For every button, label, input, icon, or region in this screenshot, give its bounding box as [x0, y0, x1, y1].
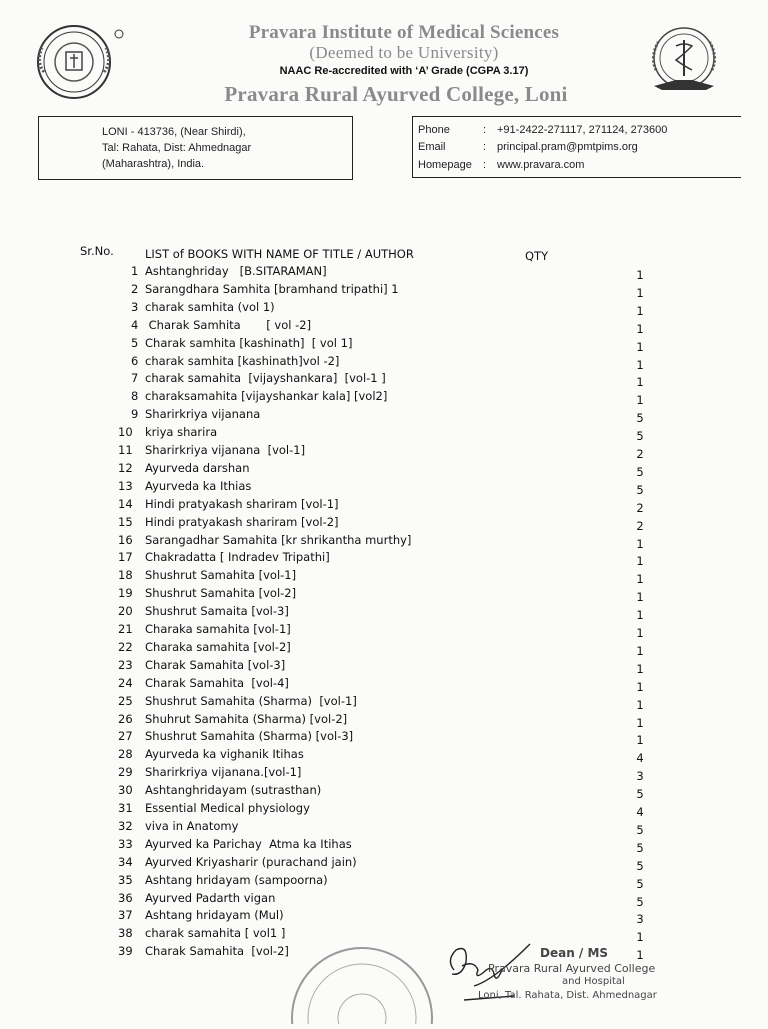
book-title: Ashtanghridayam (sutrasthan): [145, 783, 322, 798]
book-title: Ayurveda darshan: [145, 460, 250, 475]
book-quantity: 1: [636, 715, 644, 730]
email-label: Email: [418, 141, 446, 153]
book-quantity: 5: [636, 894, 644, 909]
book-title: Ayurveda ka Ithias: [145, 478, 252, 493]
book-serial-number: 18: [118, 568, 133, 583]
book-serial-number: 7: [131, 371, 139, 386]
university-status: (Deemed to be University): [309, 43, 499, 62]
title-header: LIST of BOOKS WITH NAME OF TITLE / AUTHOR: [145, 247, 414, 261]
book-serial-number: 36: [118, 890, 133, 905]
book-serial-number: 2: [131, 281, 139, 296]
book-quantity: 1: [636, 590, 644, 605]
book-serial-number: 26: [118, 711, 133, 726]
book-title: viva in Anatomy: [145, 818, 239, 833]
book-title: Ayurved ka Parichay Atma ka Itihas: [145, 836, 352, 851]
phone-label: Phone: [418, 124, 450, 136]
address-line: (Maharashtra), India.: [102, 158, 205, 170]
book-title: Shushrut Samaita [vol-3]: [145, 604, 289, 619]
book-serial-number: 8: [131, 389, 139, 404]
separator: :: [483, 124, 487, 136]
book-title: Ayurved Padarth vigan: [145, 890, 276, 905]
book-serial-number: 12: [118, 460, 133, 475]
book-quantity: 1: [636, 948, 644, 963]
book-quantity: 5: [636, 876, 644, 891]
book-quantity: 5: [636, 411, 644, 426]
book-quantity: 5: [636, 822, 644, 837]
book-title: Charaka samahita [vol-1]: [145, 622, 291, 636]
book-quantity: 4: [636, 751, 644, 766]
book-serial-number: 30: [118, 783, 133, 798]
book-title: Ashtang hridayam (sampoorna): [145, 872, 328, 887]
homepage-value: www.pravara.com: [497, 159, 585, 171]
book-quantity: 5: [636, 482, 644, 497]
book-title: Essential Medical physiology: [145, 801, 310, 815]
dean-title: Dean / MS: [540, 946, 609, 960]
book-serial-number: 9: [131, 407, 139, 422]
book-title: Hindi pratyakash shariram [vol-2]: [145, 514, 339, 529]
book-quantity: 1: [636, 697, 644, 712]
book-quantity: 1: [636, 661, 644, 676]
book-title: Sharirkriya vijanana: [145, 407, 261, 422]
college-name: Pravara Rural Ayurved College, Loni: [224, 82, 568, 106]
book-title: Sarangdhara Samhita [bramhand tripathi] 1: [145, 281, 399, 296]
book-title: Sharirkriya vijanana [vol-1]: [145, 443, 306, 457]
book-quantity: 5: [636, 464, 644, 479]
book-title: Chakradatta [ Indradev Tripathi]: [145, 550, 330, 565]
address-line: Tal: Rahata, Dist: Ahmednagar: [102, 142, 252, 154]
book-title: charak samhita (vol 1): [145, 299, 275, 314]
book-title: Charaka samahita [vol-2]: [145, 639, 291, 654]
book-serial-number: 34: [118, 854, 133, 869]
book-serial-number: 11: [118, 443, 133, 457]
book-title: charak samhita [kashinath]vol -2]: [145, 353, 340, 368]
book-serial-number: 38: [118, 926, 133, 941]
book-serial-number: 22: [118, 639, 133, 654]
book-serial-number: 3: [131, 299, 139, 314]
separator: :: [483, 159, 487, 171]
book-title: Shuhrut Samahita (Sharma) [vol-2]: [145, 711, 348, 726]
book-serial-number: 14: [118, 496, 133, 511]
book-serial-number: 15: [118, 514, 133, 529]
address-line: LONI - 413736, (Near Shirdi),: [102, 126, 246, 138]
book-quantity: 5: [636, 858, 644, 873]
book-title: Ashtanghriday [B.SITARAMAN]: [145, 264, 327, 278]
book-quantity: 5: [636, 840, 644, 855]
book-serial-number: 13: [118, 478, 133, 493]
book-serial-number: 27: [118, 729, 133, 744]
book-title: kriya sharira: [145, 425, 218, 440]
book-quantity: 2: [636, 447, 644, 461]
book-title: charak samahita [ vol1 ]: [145, 926, 286, 941]
book-serial-number: 32: [118, 818, 133, 833]
phone-value: +91-2422-271117, 271124, 273600: [497, 124, 668, 136]
book-title: Shushrut Samahita [vol-1]: [145, 568, 297, 583]
book-serial-number: 5: [131, 335, 139, 350]
book-title: Ashtang hridayam (Mul): [145, 908, 284, 923]
book-quantity: 1: [636, 393, 644, 408]
book-quantity: 1: [636, 268, 644, 282]
hospital-signature: and Hospital: [562, 976, 625, 987]
book-quantity: 1: [636, 679, 644, 694]
book-serial-number: 29: [118, 765, 133, 780]
book-title: Charak Samahita [vol-3]: [145, 657, 286, 672]
book-quantity: 1: [636, 643, 644, 658]
book-quantity: 2: [636, 518, 644, 533]
book-quantity: 1: [636, 357, 644, 372]
book-serial-number: 21: [118, 622, 133, 636]
book-title: Ayurveda ka vighanik Itihas: [145, 747, 304, 762]
book-serial-number: 37: [118, 908, 133, 923]
book-serial-number: 31: [118, 801, 133, 815]
book-serial-number: 19: [118, 586, 133, 601]
book-serial-number: 28: [118, 747, 133, 762]
book-serial-number: 33: [118, 836, 133, 851]
book-title: Charak Samhita [ vol -2]: [145, 317, 312, 332]
book-title: Shushrut Samahita [vol-2]: [145, 586, 297, 601]
book-serial-number: 39: [118, 944, 133, 959]
book-title: Shushrut Samahita (Sharma) [vol-3]: [145, 729, 354, 744]
book-serial-number: 20: [118, 604, 133, 619]
book-serial-number: 24: [118, 675, 133, 690]
book-quantity: 1: [636, 375, 644, 390]
separator: :: [483, 141, 487, 153]
book-quantity: 1: [636, 339, 644, 354]
sr-no-header: Sr.No.: [80, 244, 114, 258]
book-title: charaksamahita [vijayshankar kala] [vol2]: [145, 389, 388, 404]
homepage-label: Homepage: [418, 159, 472, 171]
book-quantity: 3: [636, 769, 644, 784]
book-quantity: 1: [636, 572, 644, 587]
college-name-signature: Pravara Rural Ayurved College: [488, 962, 656, 975]
book-quantity: 4: [636, 805, 644, 819]
book-quantity: 1: [636, 733, 644, 748]
book-title: Charak Samahita [vol-4]: [145, 675, 289, 690]
college-emblem-icon: [636, 24, 732, 100]
book-quantity: 5: [636, 787, 644, 802]
address-signature: Loni, Tal. Rahata, Dist. Ahmednagar: [478, 990, 657, 1001]
book-title: Shushrut Samahita (Sharma) [vol-1]: [145, 693, 357, 708]
book-quantity: 2: [636, 500, 644, 515]
book-title: Charak samhita [kashinath] [ vol 1]: [145, 335, 353, 350]
book-serial-number: 6: [131, 353, 139, 368]
book-title: Sharirkriya vijanana.[vol-1]: [145, 765, 302, 780]
book-quantity: 1: [636, 626, 644, 640]
book-quantity: 1: [636, 536, 644, 551]
book-title: Ayurved Kriyasharir (purachand jain): [145, 854, 357, 869]
book-title: Sarangadhar Samahita [kr shrikantha murthy]: [145, 532, 412, 547]
book-quantity: 1: [636, 285, 644, 300]
book-serial-number: 25: [118, 693, 133, 708]
book-quantity: 3: [636, 912, 644, 927]
book-quantity: 1: [636, 303, 644, 318]
qty-header: QTY: [525, 249, 549, 263]
book-serial-number: 23: [118, 657, 133, 672]
book-quantity: 1: [636, 321, 644, 336]
email-value: principal.pram@pmtpims.org: [497, 141, 638, 153]
book-serial-number: 35: [118, 872, 133, 887]
book-title: Charak Samahita [vol-2]: [145, 944, 289, 959]
book-serial-number: 17: [118, 550, 133, 565]
book-title: Hindi pratyakash shariram [vol-1]: [145, 496, 339, 511]
book-serial-number: 1: [131, 264, 139, 278]
book-quantity: 1: [636, 930, 644, 945]
book-serial-number: 4: [131, 317, 139, 332]
book-title: charak samahita [vijayshankara] [vol-1 ]: [145, 371, 386, 386]
book-quantity: 5: [636, 429, 644, 444]
institute-name: Pravara Institute of Medical Sciences: [248, 22, 560, 43]
book-quantity: 1: [636, 554, 644, 569]
book-quantity: 1: [636, 608, 644, 623]
college-seal-stamp: [290, 940, 440, 1029]
book-serial-number: 16: [118, 532, 133, 547]
book-serial-number: 10: [118, 425, 133, 440]
naac-accreditation: NAAC Re-accredited with ‘A’ Grade (CGPA 3.17): [279, 65, 529, 77]
